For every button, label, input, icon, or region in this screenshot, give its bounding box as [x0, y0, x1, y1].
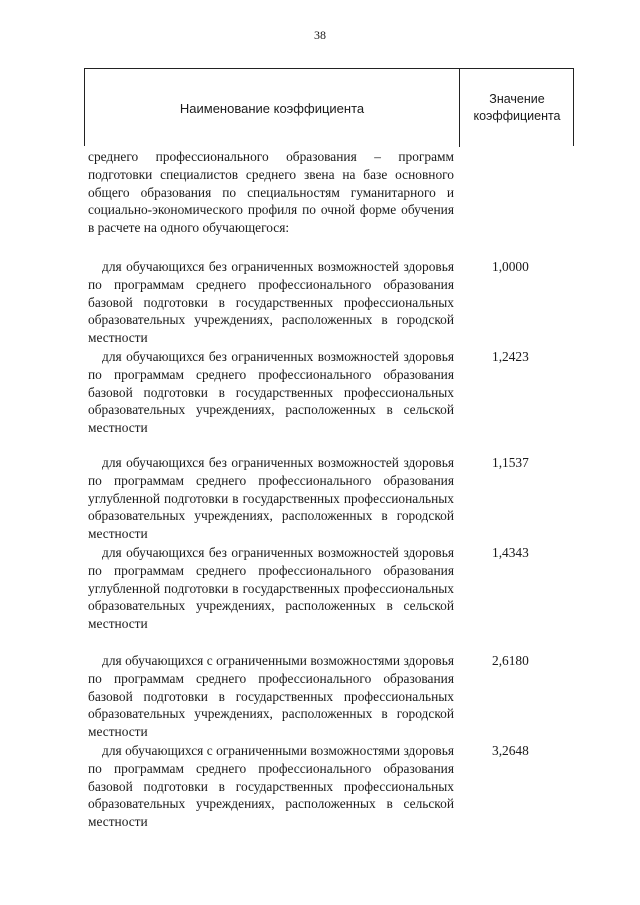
- row-description: для обучающихся без ограниченных возможностей здоровья по программам среднего профессионального образования базовой подготовки в государственных профессиональных образовательных учреждениях, расположенных в городской местности: [88, 259, 454, 346]
- row-description: для обучающихся без ограниченных возможностей здоровья по программам среднего профессионального образования углубленной подготовки в государственных профессиональных образовательных учреждениях, расположенных в сельской местности: [88, 545, 454, 632]
- row-value: 2,6180: [492, 653, 529, 668]
- row-value: 1,4343: [492, 545, 529, 560]
- value-header-line1: Значение: [489, 92, 545, 106]
- row-description: для обучающихся без ограниченных возможностей здоровья по программам среднего профессионального образования базовой подготовки в государственных профессиональных образовательных учреждениях, расположенных в сельской местности: [88, 349, 454, 436]
- row-description: для обучающихся с ограниченными возможностями здоровья по программам среднего профессионального образования базовой подготовки в государственных профессиональных образовательных учреждениях, расположенных в городской местности: [88, 653, 454, 740]
- row-value: 1,1537: [492, 455, 529, 470]
- row-value: 1,2423: [492, 349, 529, 364]
- coefficient-value-header: [459, 69, 575, 147]
- row-value: 3,2648: [492, 743, 529, 758]
- page-number: 38: [314, 28, 326, 42]
- intro-paragraph: среднего профессионального образования – программ подготовки специалистов среднего звена на базе основного общего образования по специальностям гуманитарного и социально-экономического профиля по очной форме обучения в расчете на одного обучающегося:: [88, 149, 454, 236]
- row-description: для обучающихся с ограниченными возможностями здоровья по программам среднего профессионального образования базовой подготовки в государственных профессиональных образовательных учреждениях, расположенных в сельской местности: [88, 743, 454, 830]
- value-header-line2: коэффициента: [473, 109, 561, 123]
- row-value: 1,0000: [492, 259, 529, 274]
- table-header: [84, 68, 574, 146]
- coefficient-name-header: Наименование коэффициента: [179, 100, 365, 116]
- row-description: для обучающихся без ограниченных возможностей здоровья по программам среднего профессионального образования углубленной подготовки в государственных профессиональных образовательных учреждениях, расположенных в городской местности: [88, 455, 454, 542]
